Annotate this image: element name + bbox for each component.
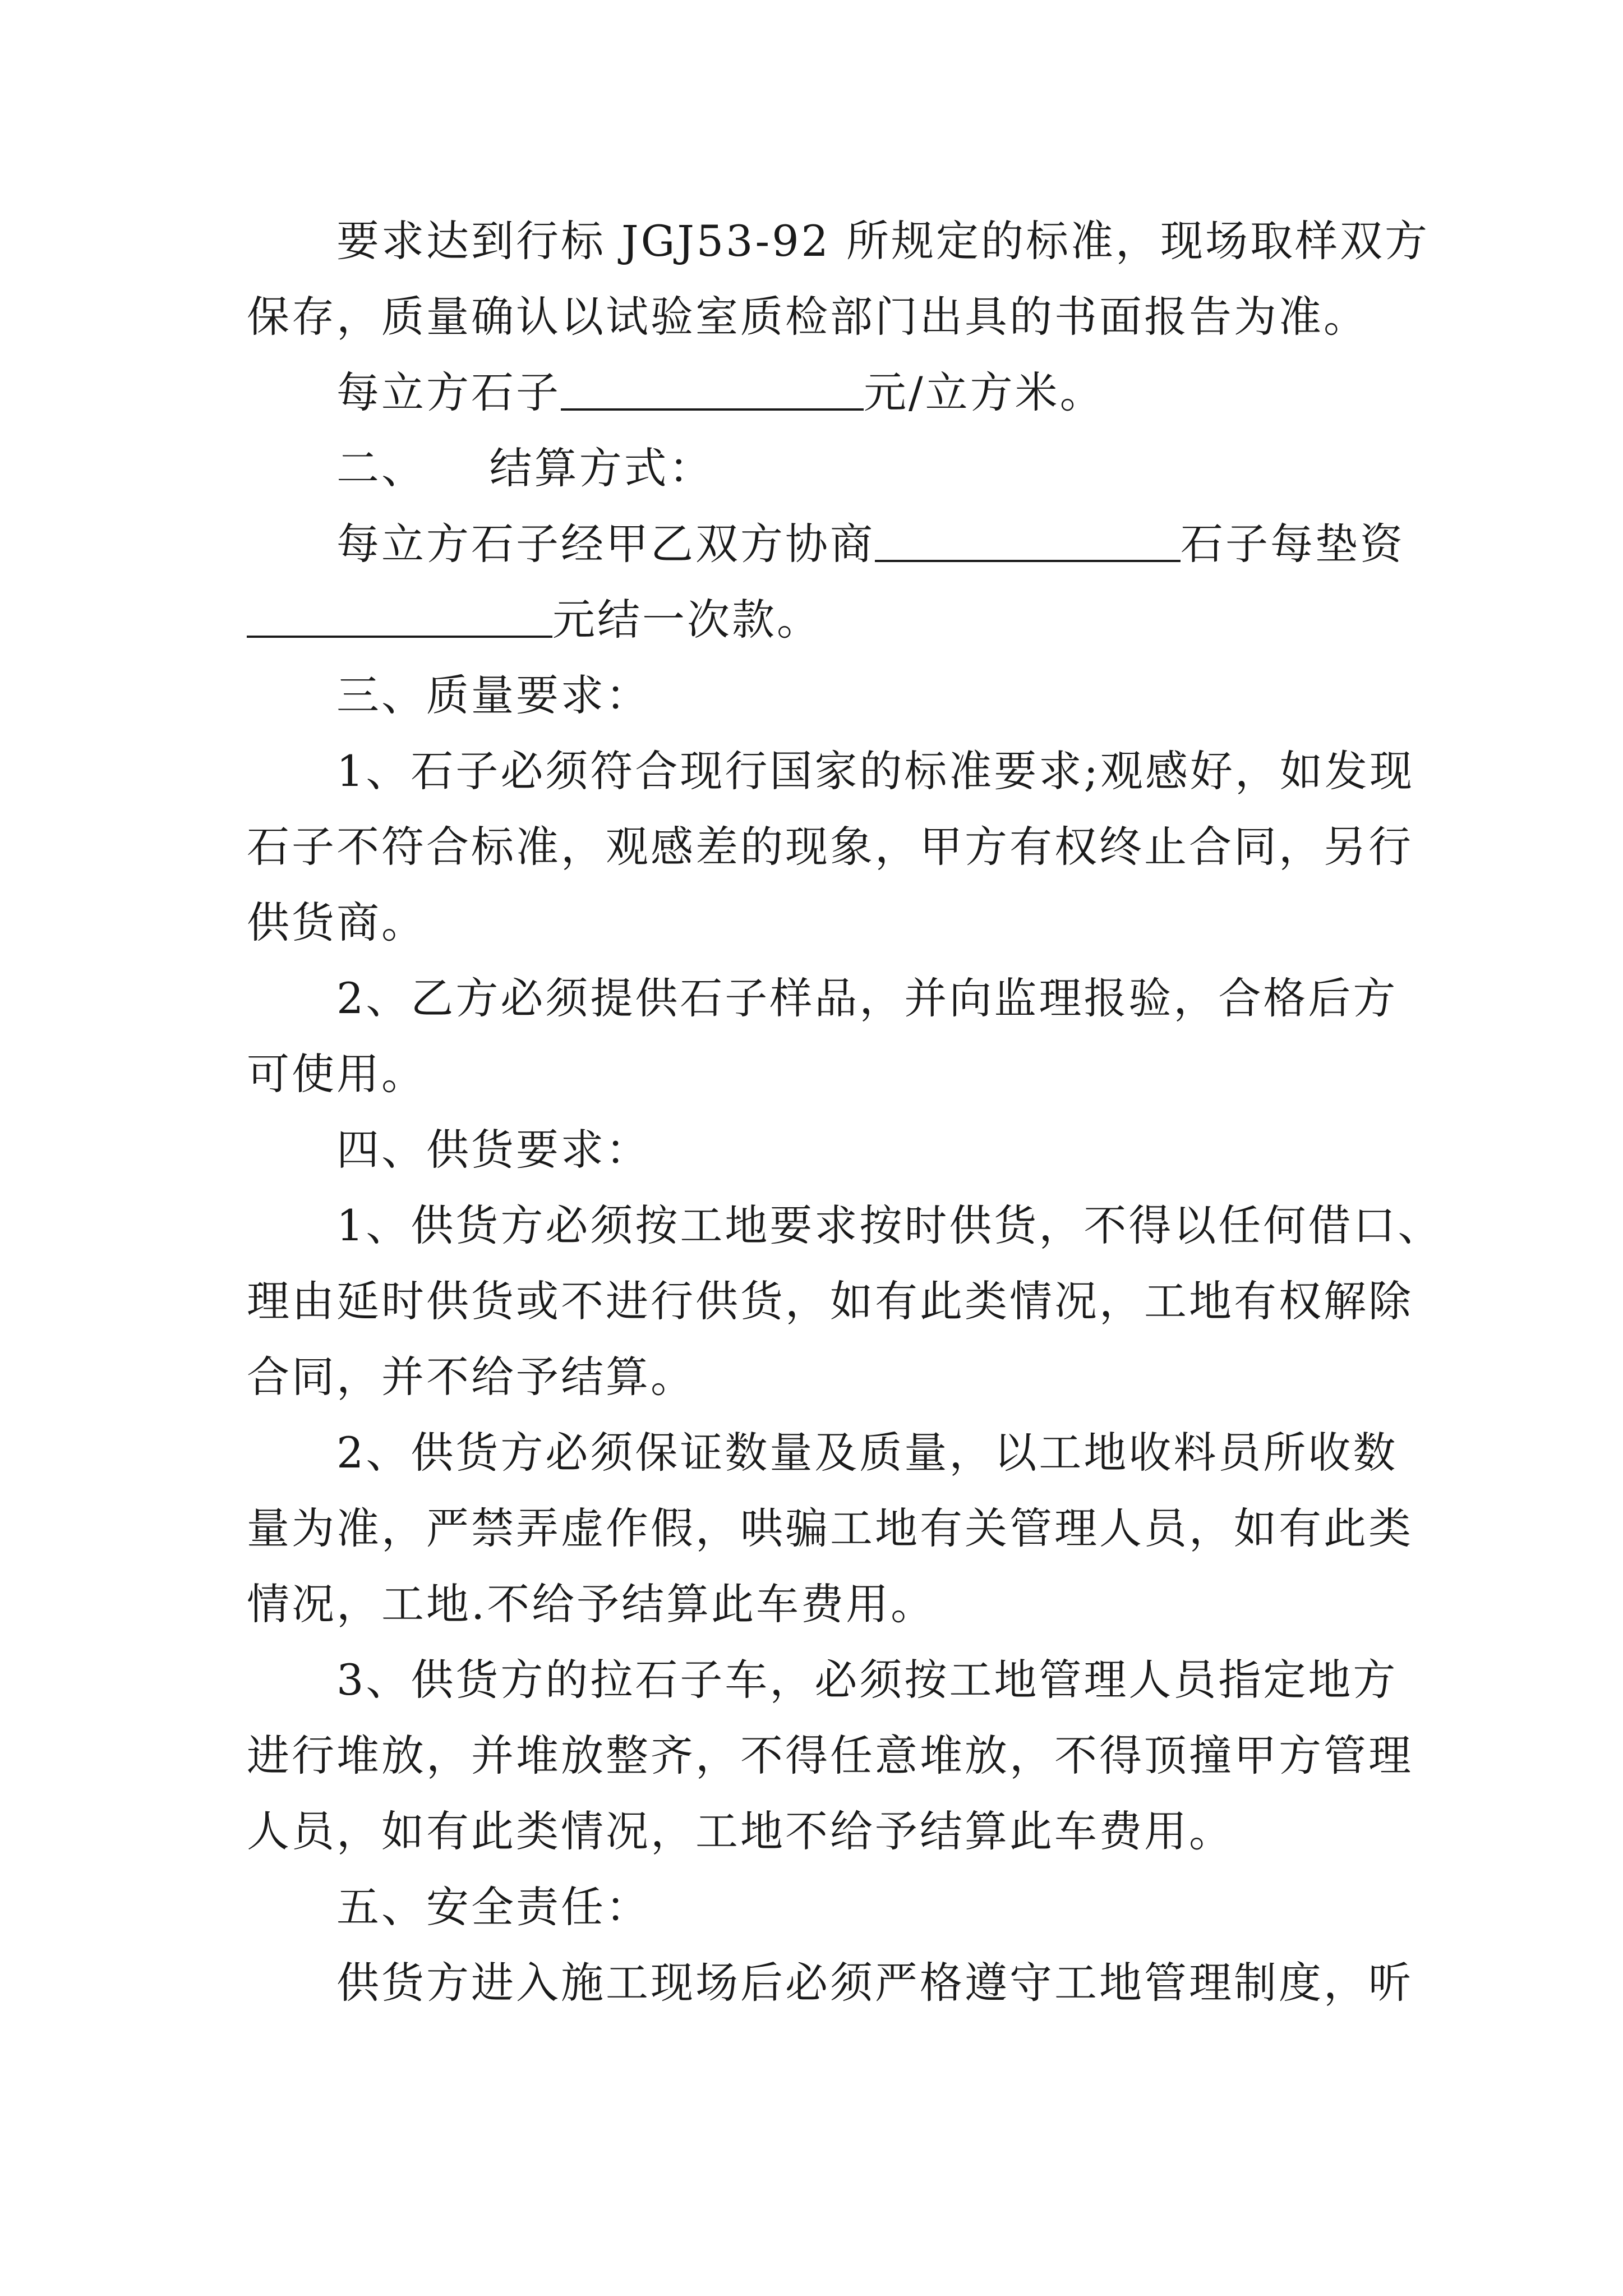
- paragraph-line: 可使用。: [247, 1049, 426, 1099]
- paragraph-line: 合同，并不给予结算。: [247, 1352, 695, 1402]
- settlement-line-2: [247, 589, 1380, 651]
- paragraph-line: 进行堆放，并堆放整齐，不得任意堆放，不得顶撞甲方管理: [247, 1731, 1413, 1780]
- settlement-suffix: 元结一次款。: [552, 595, 822, 645]
- paragraph-line: 3、供货方的拉石子车，必须按工地管理人员指定地方: [336, 1655, 1398, 1705]
- paragraph-line: 2、乙方必须提供石子样品，并向监理报验，合格后方: [336, 973, 1398, 1023]
- paragraph-line: 要求达到行标 JGJ53-92 所规定的标准，现场取样双方: [336, 216, 1430, 266]
- settlement-blank-2: [247, 593, 552, 638]
- settlement-line: [336, 513, 1405, 575]
- paragraph-line: 量为准，严禁弄虚作假，哄骗工地有关管理人员，如有此类: [247, 1503, 1413, 1553]
- section-heading-supply: 四、供货要求：: [336, 1125, 651, 1175]
- settlement-prefix: 每立方石子经甲乙双方协商: [336, 519, 875, 569]
- price-blank: [561, 366, 864, 411]
- paragraph-line: 石子不符合标准，观感差的现象，甲方有权终止合同，另行: [247, 822, 1413, 872]
- paragraph-line: 供货方进入施工现场后必须严格遵守工地管理制度，听: [336, 1958, 1413, 2008]
- paragraph-line: 人员，如有此类情况，工地不给予结算此车费用。: [247, 1806, 1234, 1856]
- section-heading-quality: 三、质量要求：: [336, 670, 651, 720]
- settlement-blank-1: [875, 517, 1181, 562]
- paragraph-line: 1、供货方必须按工地要求按时供货，不得以任何借口、: [336, 1200, 1443, 1250]
- paragraph-line: 2、供货方必须保证数量及质量，以工地收料员所收数: [336, 1428, 1398, 1478]
- paragraph-line: 情况，工地.不给予结算此车费用。: [247, 1579, 936, 1629]
- price-prefix: 每立方石子: [336, 367, 561, 417]
- paragraph-line: 1、石子必须符合现行国家的标准要求;观感好，如发现: [336, 746, 1414, 796]
- settlement-middle: 石子每垫资: [1181, 519, 1405, 569]
- paragraph-line: 供货商。: [247, 898, 426, 947]
- paragraph-line: 理由延时供货或不进行供货，如有此类情况，工地有权解除: [247, 1276, 1413, 1326]
- section-heading-safety: 五、安全责任：: [336, 1882, 651, 1932]
- price-suffix: 元/立方米。: [864, 367, 1105, 417]
- price-line: [336, 362, 1391, 424]
- paragraph-line: 保存，质量确认以试验室质检部门出具的书面报告为准。: [247, 292, 1368, 342]
- section-heading-settlement: 二、 结算方式：: [336, 443, 714, 493]
